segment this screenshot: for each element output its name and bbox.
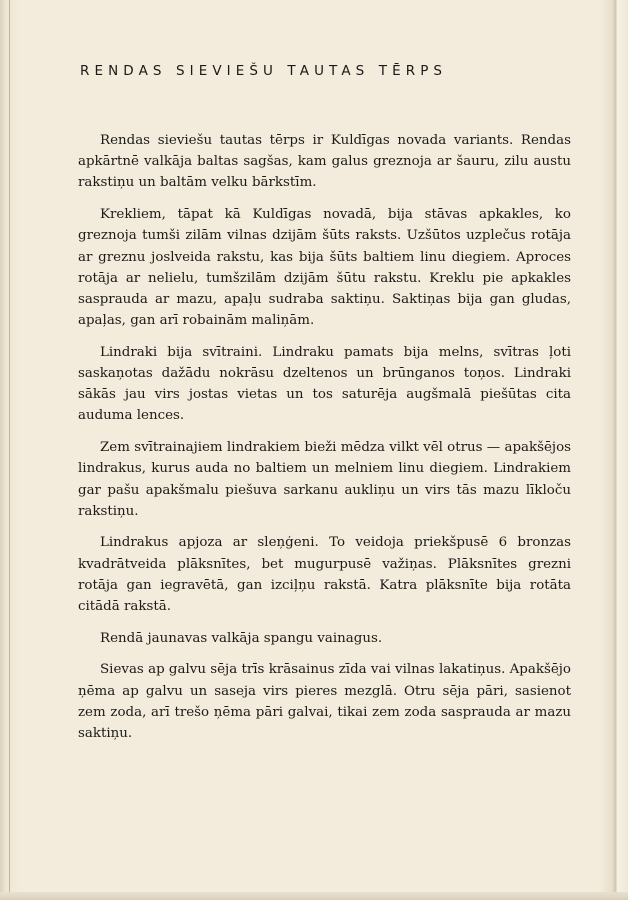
paragraph-3: Lindraki bija svītraini. Lindraku pamats bija melns, svītras ļoti saskaņotas dažādu nokrāsu dzeltenos un brūnganos toņos. Lindraki sākās jau virs jostas vietas un tos saturēja augšmalā piešūtas cita auduma lences. <box>78 344 571 424</box>
paragraph-1: Rendas sieviešu tautas tērps ir Kuldīgas novada variants. Rendas apkārtnē valkāja baltas sagšas, kam galus greznoja ar šauru, zilu austu rakstiņu un baltām velku bārkstīm. <box>78 133 571 191</box>
body-text <box>78 130 571 755</box>
paragraph-5: Lindrakus apjoza ar sleņģeni. To veidoja priekšpusē 6 bronzas kvadrātveida plāksnītes, bet mugurpusē važiņas. Plāksnītes grezni rotāja gan iegravētā, gan izciļņu rakstā. Katra plāksnīte bija rotāta citādā rakstā. <box>78 535 571 615</box>
paragraph-7: Sievas ap galvu sēja trīs krāsainus zīda vai vilnas lakatiņus. Apakšējo ņēma ap galvu un saseja virs pieres mezglā. Otru sēja pāri, sasienot zem zoda, arī trešo ņēma pāri galvai, tikai zem zoda saspraudа ar mazu saktiņu. <box>78 662 571 742</box>
page-fold-edge <box>9 0 10 900</box>
paragraph-2: Krekliem, tāpat kā Kuldīgas novadā, bija stāvas apkakles, ko greznoja tumši zilām vilnas dzijām šūts raksts. Uzšūtos uzplečus rotāja ar greznu joslveida rakstu, kas bija šūts baltiem linu diegiem. Aproces rotāja ar nelielu, tumšzilām dzijām šūtu rakstu. Kreklu pie apkakles saspraudа ar mazu, apaļu sudraba saktiņu. Saktiņas bija gan gludas, apaļas, gan arī robainām maliņām. <box>78 207 571 329</box>
paragraph-4: Zem svītrainajiem lindrakiem bieži mēdza vilkt vēl otrus — apakšējos lindrakus, kurus auda no baltiem un melniem linu diegiem. Lindrakiem gar pašu apakšmalu piešuva sarkanu auklіņu un virs tās mazu līkloču rakstiņu. <box>78 440 571 519</box>
page-title: RENDAS SIEVIEŠU TAUTAS TĒRPS <box>80 63 448 79</box>
page-bottom-edge <box>0 892 628 900</box>
paragraph-6: Rendā jaunavas valkāja spangu vainagus. <box>100 630 383 646</box>
